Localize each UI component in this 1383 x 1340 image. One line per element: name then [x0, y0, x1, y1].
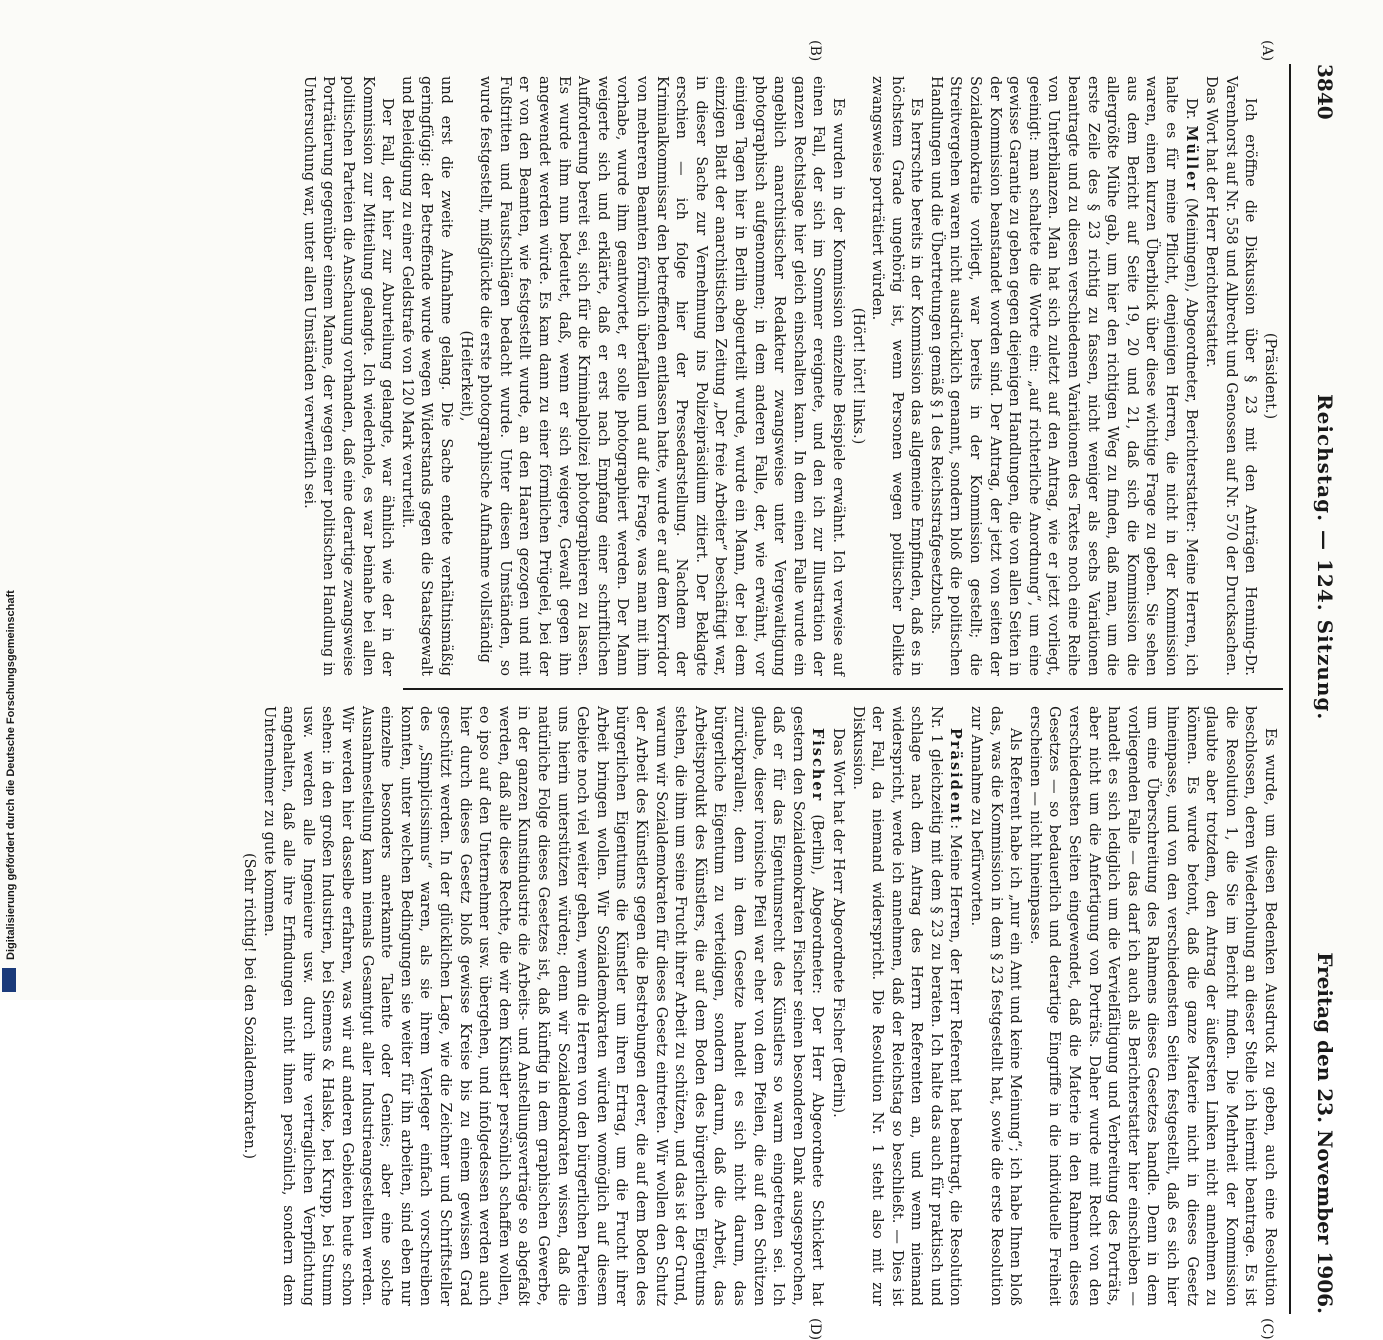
interjection: (Heiterkeit), — [457, 330, 474, 422]
session-date: Freitag den 23. November 1906. — [1313, 952, 1337, 1314]
paragraph: Es wurde, um diesen Bedenken Ausdruck zu geben, auch eine Resolution beschlossen, deren Wiederholung an dieser Stelle ich hiermit beantrage. Es ist die Resolution 1, die Sie im Bericht finden. Die Mehrheit der Kommission glaubte aber trotzdem, den Antrag der äußersten Linken nicht annehmen zu können. Es wurde betont, daß die ganze Materie nicht in dieses Gesetz hineinpasse, und von den verschiedensten Seiten festgestellt, daß es sich hier um eine Überschreitung des Rahmens dieses Gesetzes handle. Denn in dem vorliegenden Falle — das darf ich auch als Berichterstatter hier einschieben — handelt es sich lediglich um die Vervielfältigung und Verbreitung des Porträts, aber nicht um die Anfertigung von Porträts. Daher wurde mit Recht von den verschiedensten Seiten eingewendet, daß die Materie in den Rahmen dieses Gesetzes — so bedauerlich und derartige Eingriffe in die individuelle Freiheit erscheinen — nicht hineinpasse. — [1026, 706, 1278, 1306]
margin-mark-d: (D) — [807, 1318, 823, 1340]
stamp-text: Digitalisierung gefördert durch die Deutsche Forschungsgemeinschaft — [5, 590, 17, 960]
paragraph: Der Fall, der hier zur Aburteilung gelangte, war ähnlich wie der in der Kommission zur Mitteilung gelangte. Ich wiederhole, es war beinahe bei allen politischen Parteien die Anschauung vorhanden, daß eine derartige zwangsweise Porträtierung gegenüber einem Manne, der wegen einer politischen Handlung in Untersuchung war, unter allen Umständen verwerflich sei. — [300, 76, 396, 676]
paragraph: Als Referent habe ich „nur ein Amt und keine Meinung“; ich habe Ihnen bloß das, was die Kommission in dem § 23 festgestellt hat, sowie die erste Resolution zur Annahme zu befürworten. — [968, 706, 1024, 1306]
paragraph: Ich eröffne die Diskussion über § 23 mit den Anträgen Henning-Dr. Varenhorst auf Nr. 558 und Albrecht und Genossen auf Nr. 570 der Drucksachen. Das Wort hat der Herr Berichterstatter. — [1203, 76, 1259, 676]
interjection: (Sehr richtig! bei den Sozialdemokraten.) — [241, 852, 258, 1160]
paragraph: Das Wort hat der Herr Abgeordnete Fischer (Berlin). — [829, 728, 846, 1118]
margin-mark-a: (A) — [1259, 40, 1275, 62]
speaker-name: Fischer — [809, 728, 827, 803]
page-number: 3840 — [1313, 64, 1337, 120]
dfg-logo-icon — [2, 968, 16, 992]
session-title: Reichstag. — 124. Sitzung. — [1313, 394, 1337, 721]
left-text-column — [300, 76, 1279, 676]
speaker-paragraph: Dr. Müller (Meiningen), Abgeordneter, Berichterstatter: Meine Herren, ich halte es für meine Pflicht, denjenigen Herren, die nicht in der Kommission waren, einen kurzen Überblick über diese wichtige Frage zu geben. Sie sehen aus dem Bericht auf Seite 19, 20 und 21, daß sich die Kommission die allergrößte Mühe gab, um hier den richtigen Weg zu finden, daß man, um die erste Zeile des § 23 richtig zu fassen, nicht weniger als sechs Variationen beantragte und zu diesen verschiedenen Variationen des Textes noch eine Reihe von Unterbilanzen. Man hat sich zuletzt auf den Antrag, wie er jetzt vorliegt, geeinigt: man schaltete die Worte ein: „auf richterliche Anordnung“, um eine gewisse Garantie zu geben gegen diejenigen Handlungen, die von allen Seiten in der Kommission beanstandet worden sind. Der Antrag, der jetzt von seiten der Sozialdemokratie vorliegt, war bereits in der Kommission gestellt; die Streitvergehen waren nicht ausdrücklich genannt, sondern bloß die politischen Handlungen und die Übertretungen gemäß § 1 des Reichsstrafgesetzbuchs. — [927, 76, 1200, 676]
paragraph: Es wurden in der Kommission einzelne Beispiele erwähnt. Ich verweise auf einen Fall, der sich im Sommer ereignete, und den ich zur Illustration der ganzen Rechtslage hier gleich einschalten kann. In dem einen Falle wurde ein angeblich anarchistischer Redakteur zwangsweise unter Vergewaltigung photographisch aufgenommen; in dem anderen Falle, der, wie erwähnt, vor einigen Tagen hier in Berlin abgeurteilt wurde, wurde ein Mann, der bei dem einzigen Blatt der anarchistischen Zeitung „Der freie Arbeiter“ beschäftigt war, in dieser Sache zur Vernehmung ins Polizeipräsidium zitiert. Der Beklagte erschien — ich folge hier der Pressedarstellung. Nachdem der Kriminalkommissar den betreffenden entlassen hatte, wurde er auf dem Korridor von mehreren Beamten förmlich überfallen und auf die Frage, was man mit ihm vorhabe, wurde ihm geantwortet, er solle photographiert werden. Der Mann weigerte sich und erklärte, daß er erst nach Empfang einer schriftlichen Aufforderung bereit sei, sich für die Kriminalpolizei photographieren zu lassen. Es wurde ihm nun bedeutet, daß, wenn er sich weigere, Gewalt gegen ihn angewendet werden würde. Es kam dann zu einer förmlichen Prügelei, bei der er von den Beamten, wie festgestellt wurde, an den Haaren gezogen und mit Fußtritten und Faustschlägen bedacht wurde. Unter diesen Umständen, so wurde festgestellt, mißglückte die erste photographische Aufnahme vollständig — [477, 76, 846, 676]
paragraph: und erst die zweite Aufnahme gelang. Die Sache endete verhältnismäßig geringfügig: der Betreffende wurde wegen Widerstands gegen die Staatsgewalt und Beleidigung zu einer Geldstrafe von 120 Mark verurteilt. — [398, 76, 455, 676]
column-divider — [403, 688, 1283, 690]
header-rule — [1289, 64, 1291, 1314]
speaker-paragraph: Fischer (Berlin), Abgeordneter: Der Herr Abgeordnete Schickert hat gestern den Sozialdemokraten Fischer seinen besonderen Dank ausgesprochen, daß er für das Eigentumsrecht des Künstlers so warm eingetreten sei. Ich glaube, dieser ironische Pfeil war eher von dem Pfeilen, die auf den Schützen zurückprallen; denn in dem Gesetze handelt es sich nicht darum, das bürgerliche Eigentum zu verteidigen, sondern darum, daß die Arbeit, das Arbeitsprodukt des Künstlers, die auf dem Boden des bürgerlichen Eigentums stehen, die ihm um seine Frucht ihrer Arbeit zu schützen, und das ist der Grund, warum wir Sozialdemokraten für dieses Gesetz eintreten. Wir wollen den Schutz der Arbeit des Künstlers gegen die Bestrebungen derer, die auf dem Boden des bürgerlichen Eigentums die Künstler um ihren Ertrag, um die Frucht ihrer Arbeit bringen wollen. Wir Sozialdemokraten würden womöglich auf diesem Gebiete noch viel weiter gehen, wenn die Herren von den bürgerlichen Parteien uns hierin unterstützen würden; denn wir Sozialdemokraten wissen, daß die natürliche Folge dieses Gesetzes ist, daß künftig in dem graphischen Gewerbe, in der ganzen Kunstindustrie die Arbeits- und Anstellungsverträge so abgefaßt werden, daß alle diese Rechte, die wir dem Künstler persönlich schaffen wollen, eo ipso auf den Unternehmer usw. übergehen, und infolgedessen werden auch hier durch dieses Gesetz bloß gewisse Kreise bis zu einem gewissen Grad geschützt werden. In der glücklichen Lage, wie die Zeichner und Schriftsteller des „Simplicissimus“ waren, als sie ihrem Verleger einfach vorschreiben konnten, unter welchen Bedingungen sie weiter für ihn arbeiten, sind eben nur einzelne besonders anerkannte Talente oder Genies; aber eine solche Ausnahmestellung kann niemals Gesamtgut aller Industrieangestellten werden. Wir werden hier dasselbe erfahren, was wir auf anderen Gebieten heute schon sehen: in den großen Industrien, bei Siemens & Halske, bei Krupp, bei Stumm usw. werden alle Ingenieure usw. durch ihre vertraglichen Verpflichtung angehalten, daß alle ihre Erfindungen nicht ihnen persönlich, sondern dem Unternehmer zu gute kommen. — [260, 706, 827, 1306]
page-header — [1303, 64, 1343, 1314]
interjection: (Präsident.) — [1262, 332, 1278, 420]
speaker-name: Präsident — [947, 728, 965, 825]
right-text-column — [241, 706, 1279, 1306]
margin-mark-c: (C) — [1259, 1318, 1275, 1340]
paragraph: Es herrschte bereits in der Kommission das allgemeine Empfinden, daß es in höchstem Grade ungehörig ist, wenn Personen wegen politischer Delikte zwangsweise porträtiert würden. — [869, 76, 925, 676]
speaker-paragraph: Präsident: Meine Herren, der Herr Referent hat beantragt, die Resolution Nr. 1 gleichzeitig mit dem § 23 zu beraten. Ich halte das auch für praktisch und schlage nach dem Antrag des Herrn Referenten an, und wenn niemand widerspricht, werde ich annehmen, daß der Reichstag so beschließt. — Dies ist der Fall, da niemand widerspricht. Die Resolution Nr. 1 steht also mit zur Diskussion. — [849, 706, 965, 1306]
interjection: (Hört! hört! links.) — [849, 307, 866, 445]
margin-mark-b: (B) — [807, 40, 823, 62]
stamp-svg — [0, 0, 24, 1000]
speaker-name: Müller — [1182, 125, 1200, 192]
